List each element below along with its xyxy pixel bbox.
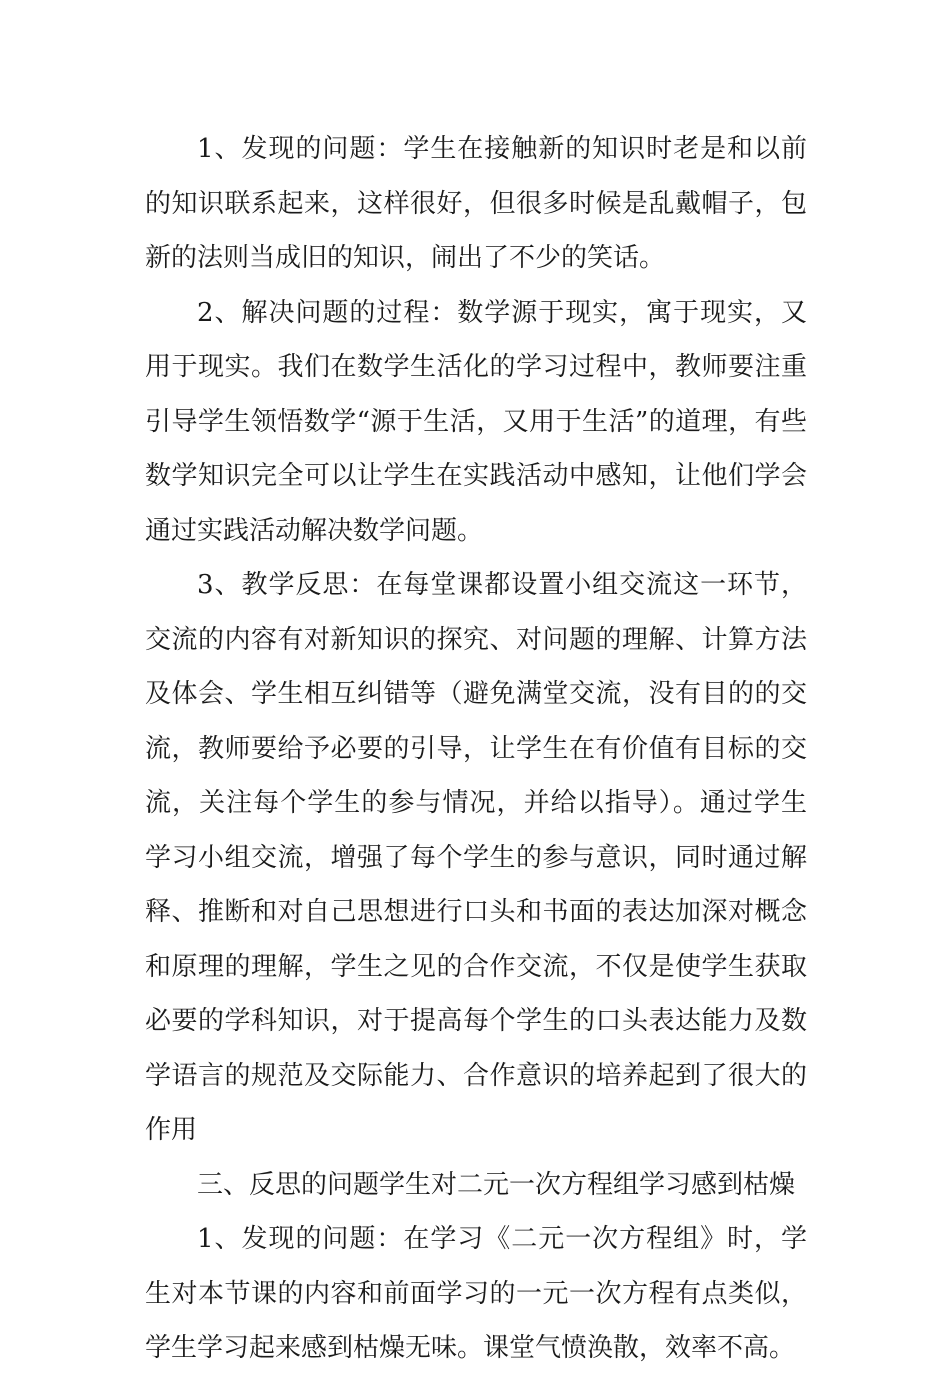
document-body	[145, 122, 807, 1376]
paragraph-discovered-problem-1: 1、发现的问题：学生在接触新的知识时老是和以前的知识联系起来，这样很好，但很多时候是乱戴帽子，包新的法则当成旧的知识，闹出了不少的笑话。	[145, 134, 807, 273]
paragraph-solving-process: 2、解决问题的过程：数学源于现实，寓于现实，又用于现实。我们在数学生活化的学习过程中，教师要注重引导学生领悟数学“源于生活，又用于生活”的道理，有些数学知识完全可以让学生在实践活动中感知，让他们学会通过实践活动解决数学问题。	[145, 297, 807, 546]
section-heading-reflection-problem: 三、反思的问题学生对二元一次方程组学习感到枯燥	[197, 1169, 796, 1200]
paragraph-discovered-problem-2: 1、发现的问题：在学习《二元一次方程组》时，学生对本节课的内容和前面学习的一元一次方程有点类似，学生学习起来感到枯燥无味。课堂气愤涣散，效率不高。	[145, 1224, 807, 1363]
paragraph-teaching-reflection: 3、教学反思：在每堂课都设置小组交流这一环节，交流的内容有对新知识的探究、对问题的理解、计算方法及体会、学生相互纠错等（避免满堂交流，没有目的的交流，教师要给予必要的引导，让学生在有价值有目标的交流，关注每个学生的参与情况，并给以指导）。通过学生学习小组交流，增强了每个学生的参与意识，同时通过解释、推断和对自己思想进行口头和书面的表达加深对概念和原理的理解，学生之见的合作交流，不仅是使学生获取必要的学科知识，对于提高每个学生的口头表达能力及数学语言的规范及交际能力、合作意识的培养起到了很大的作用	[145, 570, 807, 1145]
